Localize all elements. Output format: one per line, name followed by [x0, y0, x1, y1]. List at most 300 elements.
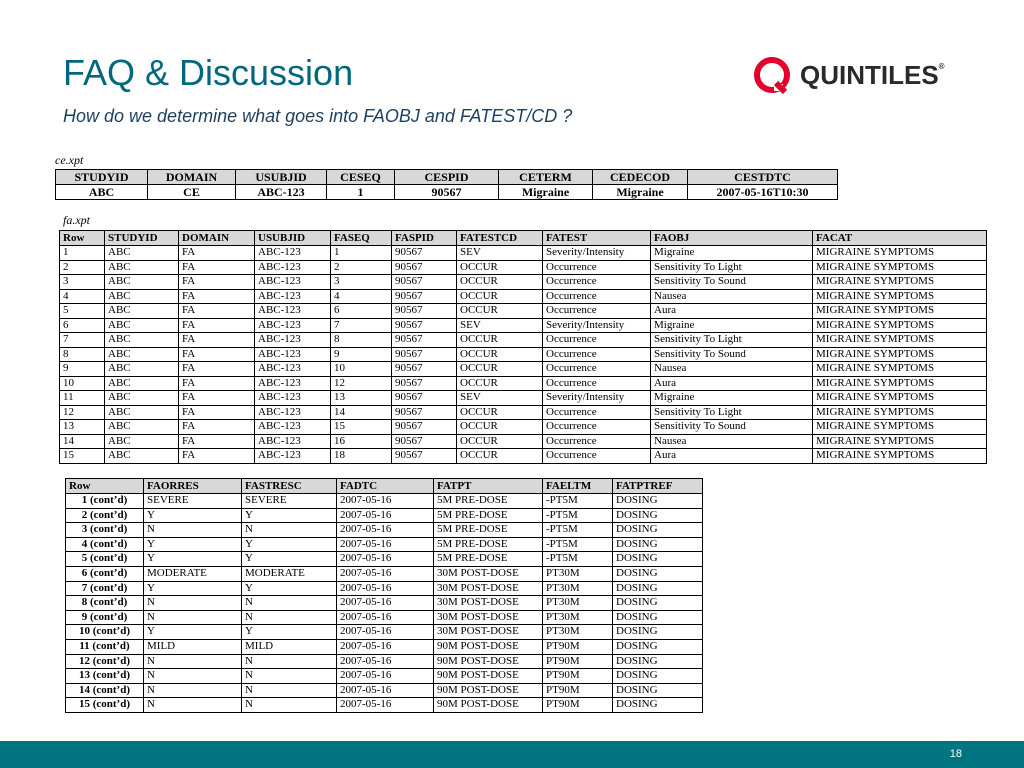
table-cell: OCCUR: [457, 362, 543, 377]
table-cell: PT90M: [543, 639, 613, 654]
table-cell: N: [144, 610, 242, 625]
table-cell: N: [242, 654, 337, 669]
table-cell: 13: [60, 420, 105, 435]
column-header: CETERM: [499, 170, 593, 185]
table-cell: Sensitivity To Sound: [651, 420, 813, 435]
table-cell: 90M POST-DOSE: [434, 654, 543, 669]
column-header: FASTRESC: [242, 479, 337, 494]
table-cell: DOSING: [613, 494, 703, 509]
table-cell: 2007-05-16: [337, 610, 434, 625]
table-cell: 8 (cont’d): [66, 596, 144, 611]
table-cell: Y: [144, 552, 242, 567]
table-cell: ABC: [105, 275, 179, 290]
table-cell: 15 (cont’d): [66, 698, 144, 713]
table-row: [66, 625, 703, 640]
table-cell: MILD: [242, 639, 337, 654]
table-cell: 90567: [392, 420, 457, 435]
table-cell: 6 (cont’d): [66, 566, 144, 581]
table-cell: -PT5M: [543, 537, 613, 552]
table-cell: Y: [144, 508, 242, 523]
table-row: [66, 508, 703, 523]
table-cell: 2: [331, 260, 392, 275]
table-cell: SEV: [457, 318, 543, 333]
table-cell: 30M POST-DOSE: [434, 566, 543, 581]
table-cell: 15: [60, 449, 105, 464]
table-row: [60, 318, 987, 333]
table-cell: MIGRAINE SYMPTOMS: [813, 391, 987, 406]
table-cell: Migraine: [593, 185, 688, 200]
table-cell: 2007-05-16: [337, 566, 434, 581]
table-cell: ABC-123: [255, 289, 331, 304]
table-cell: OCCUR: [457, 449, 543, 464]
table-cell: MIGRAINE SYMPTOMS: [813, 362, 987, 377]
table-cell: N: [242, 596, 337, 611]
table-row: [66, 698, 703, 713]
table-cell: Occurrence: [543, 347, 651, 362]
table-row: [60, 434, 987, 449]
logo-wordmark: QUINTILES®: [800, 59, 945, 90]
table-cell: Sensitivity To Light: [651, 333, 813, 348]
table-cell: FA: [179, 275, 255, 290]
table-cell: MIGRAINE SYMPTOMS: [813, 260, 987, 275]
table-cell: 90567: [392, 289, 457, 304]
table-cell: OCCUR: [457, 289, 543, 304]
table-cell: 2007-05-16: [337, 596, 434, 611]
table-cell: MIGRAINE SYMPTOMS: [813, 275, 987, 290]
table-cell: OCCUR: [457, 347, 543, 362]
table-cell: OCCUR: [457, 420, 543, 435]
table-row: [66, 683, 703, 698]
table-cell: MODERATE: [242, 566, 337, 581]
table-cell: FA: [179, 376, 255, 391]
table-cell: 10: [331, 362, 392, 377]
table-row: [60, 405, 987, 420]
table-cell: FA: [179, 347, 255, 362]
table-cell: 90567: [392, 376, 457, 391]
page-number: 18: [949, 748, 962, 760]
table-cell: DOSING: [613, 639, 703, 654]
table-cell: -PT5M: [543, 523, 613, 538]
table-cell: Severity/Intensity: [543, 391, 651, 406]
table-cell: 90567: [392, 246, 457, 261]
table-cell: Migraine: [651, 318, 813, 333]
table-row: [66, 596, 703, 611]
table-row: [60, 333, 987, 348]
table-cell: 7: [60, 333, 105, 348]
table-cell: 2007-05-16: [337, 669, 434, 684]
table-cell: FA: [179, 391, 255, 406]
column-header: FATPT: [434, 479, 543, 494]
table-cell: ABC: [105, 246, 179, 261]
table-cell: 9 (cont’d): [66, 610, 144, 625]
column-header: DOMAIN: [179, 231, 255, 246]
table-cell: Sensitivity To Sound: [651, 347, 813, 362]
table-cell: 5M PRE-DOSE: [434, 494, 543, 509]
table-cell: Occurrence: [543, 449, 651, 464]
table-row: [60, 304, 987, 319]
column-header: DOMAIN: [148, 170, 236, 185]
table-row: [66, 552, 703, 567]
table-cell: OCCUR: [457, 434, 543, 449]
table-cell: N: [144, 683, 242, 698]
column-header: FATESTCD: [457, 231, 543, 246]
table-cell: N: [242, 523, 337, 538]
table-cell: Aura: [651, 304, 813, 319]
table-cell: OCCUR: [457, 333, 543, 348]
table-cell: 90567: [395, 185, 499, 200]
table-cell: PT30M: [543, 566, 613, 581]
table-cell: ABC: [105, 260, 179, 275]
column-header: CESTDTC: [688, 170, 838, 185]
fa-table: [59, 230, 987, 464]
table-row: [66, 581, 703, 596]
column-header: FAORRES: [144, 479, 242, 494]
table-cell: DOSING: [613, 552, 703, 567]
table-cell: Sensitivity To Sound: [651, 275, 813, 290]
table-cell: 3 (cont’d): [66, 523, 144, 538]
table-row: [60, 391, 987, 406]
table-cell: MIGRAINE SYMPTOMS: [813, 420, 987, 435]
table-cell: DOSING: [613, 625, 703, 640]
table-cell: Nausea: [651, 434, 813, 449]
table-cell: 90567: [392, 260, 457, 275]
table-cell: OCCUR: [457, 275, 543, 290]
table-cell: Occurrence: [543, 434, 651, 449]
table-cell: SEV: [457, 391, 543, 406]
table-cell: Aura: [651, 376, 813, 391]
table-cell: DOSING: [613, 537, 703, 552]
table-cell: ABC: [105, 318, 179, 333]
table-cell: 14 (cont’d): [66, 683, 144, 698]
table-cell: 90567: [392, 449, 457, 464]
table-cell: DOSING: [613, 669, 703, 684]
table-cell: 2007-05-16T10:30: [688, 185, 838, 200]
table-cell: Y: [242, 508, 337, 523]
table-cell: Occurrence: [543, 376, 651, 391]
table-cell: FA: [179, 318, 255, 333]
table-cell: 11: [60, 391, 105, 406]
table-cell: Occurrence: [543, 405, 651, 420]
table-cell: 7 (cont’d): [66, 581, 144, 596]
table-cell: ABC-123: [255, 260, 331, 275]
table-cell: DOSING: [613, 596, 703, 611]
table-cell: 12: [331, 376, 392, 391]
table-cell: ABC-123: [255, 405, 331, 420]
table-cell: ABC-123: [255, 420, 331, 435]
table-cell: SEV: [457, 246, 543, 261]
footer-bar: [0, 741, 1024, 768]
table-cell: 13: [331, 391, 392, 406]
table-row: [60, 347, 987, 362]
table-cell: FA: [179, 434, 255, 449]
slide-subtitle: How do we determine what goes into FAOBJ and FATEST/CD ?: [63, 106, 573, 126]
table-cell: 1 (cont’d): [66, 494, 144, 509]
table-cell: ABC-123: [255, 347, 331, 362]
table-cell: ABC-123: [255, 333, 331, 348]
table-cell: N: [242, 669, 337, 684]
column-header: FATEST: [543, 231, 651, 246]
table-cell: 18: [331, 449, 392, 464]
table-cell: CE: [148, 185, 236, 200]
table-cell: 2 (cont’d): [66, 508, 144, 523]
table-cell: 2007-05-16: [337, 552, 434, 567]
table-cell: 15: [331, 420, 392, 435]
fa-body: [60, 246, 987, 464]
table-cell: SEVERE: [144, 494, 242, 509]
table-cell: DOSING: [613, 698, 703, 713]
table-cell: 5M PRE-DOSE: [434, 523, 543, 538]
column-header: CEDECOD: [593, 170, 688, 185]
table-cell: Migraine: [651, 391, 813, 406]
column-header: Row: [66, 479, 144, 494]
column-header: USUBJID: [236, 170, 327, 185]
table-cell: ABC: [105, 405, 179, 420]
table-cell: 10: [60, 376, 105, 391]
table-cell: 2007-05-16: [337, 523, 434, 538]
table-cell: Nausea: [651, 289, 813, 304]
table-row: [66, 566, 703, 581]
table-row: [60, 260, 987, 275]
table-cell: 14: [331, 405, 392, 420]
table-cell: SEVERE: [242, 494, 337, 509]
table-cell: 2007-05-16: [337, 698, 434, 713]
table-cell: PT30M: [543, 596, 613, 611]
table-cell: 90567: [392, 391, 457, 406]
table-cell: N: [242, 683, 337, 698]
table-cell: 5M PRE-DOSE: [434, 552, 543, 567]
table-cell: 90567: [392, 275, 457, 290]
table-cell: 90567: [392, 318, 457, 333]
table-cell: Y: [242, 581, 337, 596]
table-cell: ABC: [56, 185, 148, 200]
table-cell: 10 (cont’d): [66, 625, 144, 640]
table-cell: DOSING: [613, 654, 703, 669]
table-cell: N: [242, 698, 337, 713]
table-cell: N: [144, 698, 242, 713]
table-cell: 1: [60, 246, 105, 261]
table-row: [60, 246, 987, 261]
contd-header-row: [66, 479, 703, 494]
table-cell: 13 (cont’d): [66, 669, 144, 684]
table-cell: 2007-05-16: [337, 537, 434, 552]
table-cell: DOSING: [613, 581, 703, 596]
table-cell: MIGRAINE SYMPTOMS: [813, 304, 987, 319]
table-cell: FA: [179, 246, 255, 261]
table-cell: PT90M: [543, 698, 613, 713]
quintiles-logo: [752, 52, 945, 98]
table-cell: FA: [179, 260, 255, 275]
ce-table: [55, 169, 838, 200]
slide-title: FAQ & Discussion: [63, 52, 354, 93]
table-cell: N: [144, 596, 242, 611]
table-cell: 2007-05-16: [337, 494, 434, 509]
table-cell: 5: [60, 304, 105, 319]
table-cell: Severity/Intensity: [543, 318, 651, 333]
table-cell: ABC: [105, 304, 179, 319]
table-cell: ABC: [105, 362, 179, 377]
table-row: [66, 494, 703, 509]
table-cell: ABC-123: [255, 246, 331, 261]
table-row: [66, 654, 703, 669]
table-cell: MIGRAINE SYMPTOMS: [813, 449, 987, 464]
table-cell: 6: [60, 318, 105, 333]
column-header: Row: [60, 231, 105, 246]
table-row: [60, 376, 987, 391]
table-cell: PT30M: [543, 581, 613, 596]
column-header: FASEQ: [331, 231, 392, 246]
table-cell: -PT5M: [543, 494, 613, 509]
table-cell: MIGRAINE SYMPTOMS: [813, 246, 987, 261]
table-cell: N: [144, 654, 242, 669]
table-cell: -PT5M: [543, 508, 613, 523]
table-row: [60, 449, 987, 464]
table-cell: 2007-05-16: [337, 683, 434, 698]
table-cell: Occurrence: [543, 260, 651, 275]
table-cell: 30M POST-DOSE: [434, 610, 543, 625]
table-cell: 30M POST-DOSE: [434, 596, 543, 611]
table-cell: PT90M: [543, 683, 613, 698]
table-row: [66, 610, 703, 625]
table-cell: 5 (cont’d): [66, 552, 144, 567]
column-header: STUDYID: [56, 170, 148, 185]
table-cell: 2007-05-16: [337, 508, 434, 523]
table-cell: ABC: [105, 434, 179, 449]
table-cell: DOSING: [613, 683, 703, 698]
table-cell: OCCUR: [457, 376, 543, 391]
table-cell: ABC-123: [236, 185, 327, 200]
fa-continued-table: [65, 478, 703, 713]
table-cell: 2007-05-16: [337, 581, 434, 596]
table-cell: ABC-123: [255, 318, 331, 333]
table-cell: FA: [179, 420, 255, 435]
table-cell: PT90M: [543, 654, 613, 669]
table-row: [60, 420, 987, 435]
table-cell: 12 (cont’d): [66, 654, 144, 669]
table-cell: PT30M: [543, 625, 613, 640]
table-cell: MIGRAINE SYMPTOMS: [813, 434, 987, 449]
table-cell: FA: [179, 304, 255, 319]
table-cell: PT90M: [543, 669, 613, 684]
table-cell: MIGRAINE SYMPTOMS: [813, 405, 987, 420]
table-cell: ABC-123: [255, 391, 331, 406]
table-cell: 90567: [392, 405, 457, 420]
table-cell: Occurrence: [543, 333, 651, 348]
table-cell: Y: [242, 625, 337, 640]
table-cell: 4 (cont’d): [66, 537, 144, 552]
table-cell: Y: [242, 537, 337, 552]
table-cell: 4: [60, 289, 105, 304]
table-cell: 3: [60, 275, 105, 290]
table-cell: 3: [331, 275, 392, 290]
table-cell: ABC: [105, 347, 179, 362]
table-cell: 90M POST-DOSE: [434, 639, 543, 654]
table-cell: FA: [179, 362, 255, 377]
table-row: [60, 275, 987, 290]
column-header: FASPID: [392, 231, 457, 246]
ce-header-row: [56, 170, 838, 185]
table-cell: Migraine: [651, 246, 813, 261]
table-cell: -PT5M: [543, 552, 613, 567]
table-cell: MIGRAINE SYMPTOMS: [813, 289, 987, 304]
table-cell: Y: [144, 581, 242, 596]
column-header: CESEQ: [327, 170, 395, 185]
table-cell: N: [144, 523, 242, 538]
table-cell: ABC-123: [255, 434, 331, 449]
table-cell: MILD: [144, 639, 242, 654]
table-cell: OCCUR: [457, 260, 543, 275]
ce-table-caption: ce.xpt: [55, 153, 84, 167]
table-cell: 90M POST-DOSE: [434, 669, 543, 684]
column-header: FACAT: [813, 231, 987, 246]
ce-data-row: [56, 185, 838, 200]
table-cell: ABC: [105, 449, 179, 464]
table-cell: Occurrence: [543, 275, 651, 290]
table-cell: 4: [331, 289, 392, 304]
table-cell: MIGRAINE SYMPTOMS: [813, 333, 987, 348]
table-cell: MIGRAINE SYMPTOMS: [813, 347, 987, 362]
table-cell: 14: [60, 434, 105, 449]
table-row: [60, 289, 987, 304]
table-cell: FA: [179, 449, 255, 464]
table-cell: FA: [179, 289, 255, 304]
table-cell: 30M POST-DOSE: [434, 625, 543, 640]
fa-header-row: [60, 231, 987, 246]
table-cell: 6: [331, 304, 392, 319]
table-cell: 90567: [392, 304, 457, 319]
table-cell: 12: [60, 405, 105, 420]
table-cell: N: [242, 610, 337, 625]
table-cell: MODERATE: [144, 566, 242, 581]
table-cell: MIGRAINE SYMPTOMS: [813, 376, 987, 391]
table-cell: 2007-05-16: [337, 654, 434, 669]
table-cell: PT30M: [543, 610, 613, 625]
table-cell: Sensitivity To Light: [651, 405, 813, 420]
table-cell: Migraine: [499, 185, 593, 200]
table-cell: 9: [60, 362, 105, 377]
table-cell: 8: [60, 347, 105, 362]
table-cell: ABC: [105, 333, 179, 348]
table-cell: DOSING: [613, 508, 703, 523]
table-cell: Y: [144, 537, 242, 552]
table-cell: OCCUR: [457, 304, 543, 319]
table-cell: N: [144, 669, 242, 684]
table-row: [66, 669, 703, 684]
column-header: FAELTM: [543, 479, 613, 494]
table-cell: Occurrence: [543, 362, 651, 377]
table-row: [66, 537, 703, 552]
fa-table-caption: fa.xpt: [63, 213, 90, 227]
column-header: FATPTREF: [613, 479, 703, 494]
quintiles-logo-icon: [752, 55, 792, 95]
table-cell: Y: [242, 552, 337, 567]
table-cell: 8: [331, 333, 392, 348]
table-cell: ABC: [105, 289, 179, 304]
table-cell: 90567: [392, 333, 457, 348]
table-row: [66, 639, 703, 654]
table-cell: 30M POST-DOSE: [434, 581, 543, 596]
table-cell: 2007-05-16: [337, 639, 434, 654]
table-cell: 90567: [392, 434, 457, 449]
table-cell: 90567: [392, 347, 457, 362]
table-cell: FA: [179, 333, 255, 348]
table-cell: 90M POST-DOSE: [434, 698, 543, 713]
table-cell: 16: [331, 434, 392, 449]
table-row: [60, 362, 987, 377]
table-cell: Sensitivity To Light: [651, 260, 813, 275]
table-cell: Occurrence: [543, 304, 651, 319]
table-cell: Occurrence: [543, 289, 651, 304]
table-cell: 5M PRE-DOSE: [434, 537, 543, 552]
